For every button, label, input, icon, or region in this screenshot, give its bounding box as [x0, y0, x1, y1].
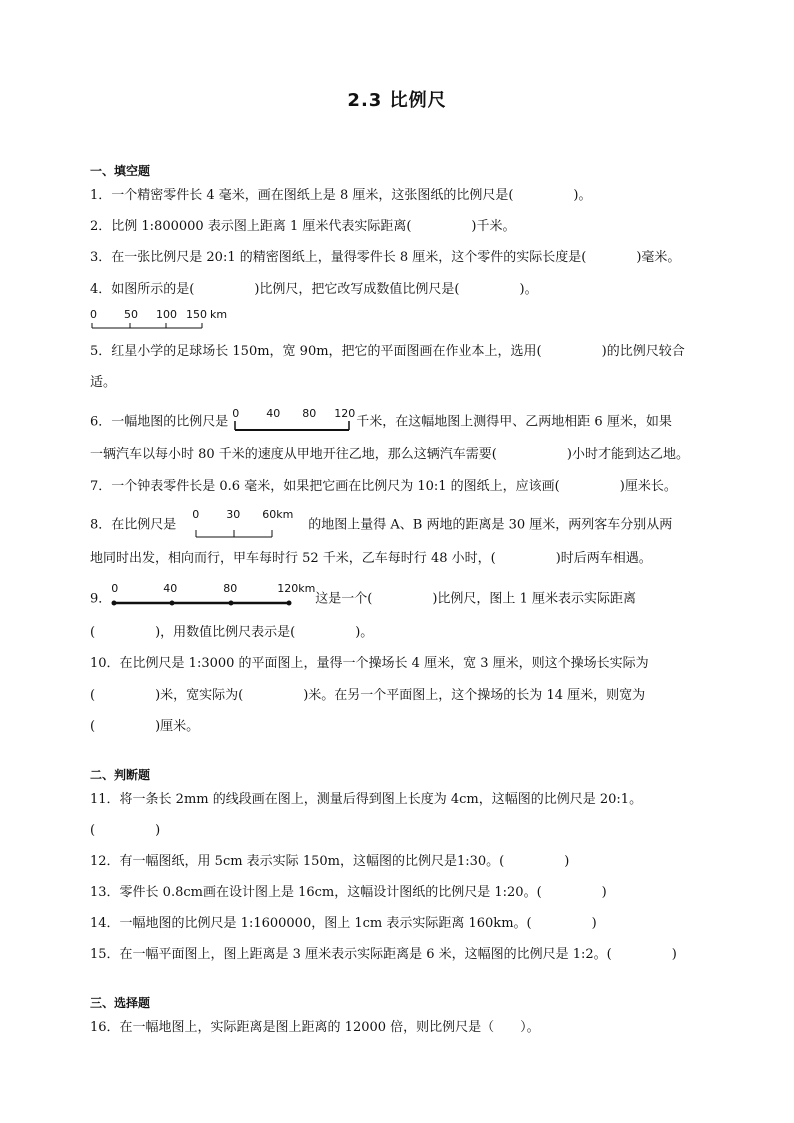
- question-14: 14．一幅地图的比例尺是 1:1600000，图上 1cm 表示实际距离 160km。( ): [90, 916, 597, 931]
- question-4: 4．如图所示的是( )比例尺，把它改写成数值比例尺是( )。: [90, 282, 538, 297]
- question-5: 5．红星小学的足球场长 150m，宽 90m，把它的平面图画在作业本上，选用( )的比例尺较合: [90, 344, 685, 359]
- scale-bar: [90, 322, 210, 330]
- scale-tick-label: 50: [124, 308, 138, 321]
- question-12: 12．有一幅图纸，用 5cm 表示实际 150m，这幅图的比例尺是1:30。( ): [90, 854, 570, 869]
- scale-bar: [176, 522, 308, 540]
- question-5-cont: 适。: [90, 375, 117, 390]
- question-10: 10．在比例尺是 1:3000 的平面图上，量得一个操场长 4 厘米，宽 3 厘米，则这个操场长实际为: [90, 656, 649, 671]
- scale-unit-label: km: [210, 308, 228, 321]
- question-11: 11．将一条长 2mm 的线段画在图上，测量后得到图上长度为 4cm，这幅图的比例尺是 20:1。: [90, 792, 643, 807]
- scale-bar: [111, 594, 315, 610]
- question-16: 16．在一幅地图上，实际距离是图上距离的 12000 倍，则比例尺是（ ）。: [90, 1020, 540, 1035]
- section-fill-in: 一、填空题: [90, 164, 151, 178]
- scale-tick-label: 0: [192, 508, 200, 521]
- question-6: 6．一幅地图的比例尺是 0 40 80 120 千米，在这幅地图上测得甲、乙两地相距 6 厘米，如果: [90, 411, 672, 433]
- scale-tick-label: 40: [163, 582, 178, 595]
- question-1: 1．一个精密零件长 4 毫米，画在图纸上是 8 厘米，这张图纸的比例尺是( )。: [90, 188, 592, 203]
- scale-tick-label: 30: [226, 508, 241, 521]
- section-multiple-choice: 三、选择题: [90, 996, 151, 1010]
- question-13: 13．零件长 0.8cm画在设计图上是 16cm，这幅设计图纸的比例尺是 1:20。( ): [90, 885, 607, 900]
- scale-tick-label: 0: [232, 407, 240, 420]
- scale-tick-label: 80: [302, 407, 317, 420]
- line-scale-q6: [228, 407, 356, 433]
- scale-bar: [228, 419, 356, 433]
- question-15: 15．在一幅平面图上，图上距离是 3 厘米表示实际距离是 6 米，这幅图的比例尺是 1:2。( ): [90, 947, 677, 962]
- question-8: 8．在比例尺是 0 30 60km 的地图上量得 A、B 两地的距离是 30 厘米，两列客车分别从两: [90, 514, 672, 536]
- question-8-cont: 地同时出发，相向而行，甲车每时行 52 千米，乙车每时行 48 小时，( )时后两车相遇。: [90, 551, 652, 566]
- question-11-cont: ( ): [90, 823, 161, 838]
- question-10-cont2: ( )厘米。: [90, 719, 200, 734]
- question-7: 7．一个钟表零件长是 0.6 毫米，如果把它画在比例尺为 10:1 的图纸上，应该画( )厘米长。: [90, 479, 677, 494]
- question-9-cont: ( )，用数值比例尺表示是( )。: [90, 625, 374, 640]
- scale-tick-label: 0: [111, 582, 119, 595]
- scale-tick-label: 120km: [277, 582, 316, 595]
- scale-tick-label: 40: [266, 407, 281, 420]
- line-scale-q8: [176, 508, 308, 536]
- question-9: 9． 0 40 80 120km 这是一个( )比例尺，图上 1 厘米表示实际距离: [90, 588, 636, 610]
- scale-tick-label: 100: [156, 308, 177, 321]
- scale-tick-label: 60km: [262, 508, 294, 521]
- question-2: 2．比例 1:800000 表示图上距离 1 厘米代表实际距离( )千米。: [90, 219, 516, 234]
- section-true-false: 二、判断题: [90, 768, 151, 782]
- scale-tick-label: 120: [334, 407, 356, 420]
- line-scale-q4: [90, 308, 250, 328]
- question-6-cont: 一辆汽车以每小时 80 千米的速度从甲地开往乙地，那么这辆汽车需要( )小时才能到达乙地。: [90, 447, 689, 462]
- question-10-cont: ( )米，宽实际为( )米。在另一个平面图上，这个操场的长为 14 厘米，则宽为: [90, 688, 646, 703]
- page-title: 2.3 比例尺: [347, 90, 447, 111]
- scale-tick-label: 150: [186, 308, 207, 321]
- scale-tick-label: 80: [223, 582, 238, 595]
- scale-tick-label: 0: [90, 308, 97, 321]
- line-scale-q9: [111, 582, 316, 610]
- question-3: 3．在一张比例尺是 20:1 的精密图纸上，量得零件长 8 厘米，这个零件的实际长度是( )毫米。: [90, 250, 681, 265]
